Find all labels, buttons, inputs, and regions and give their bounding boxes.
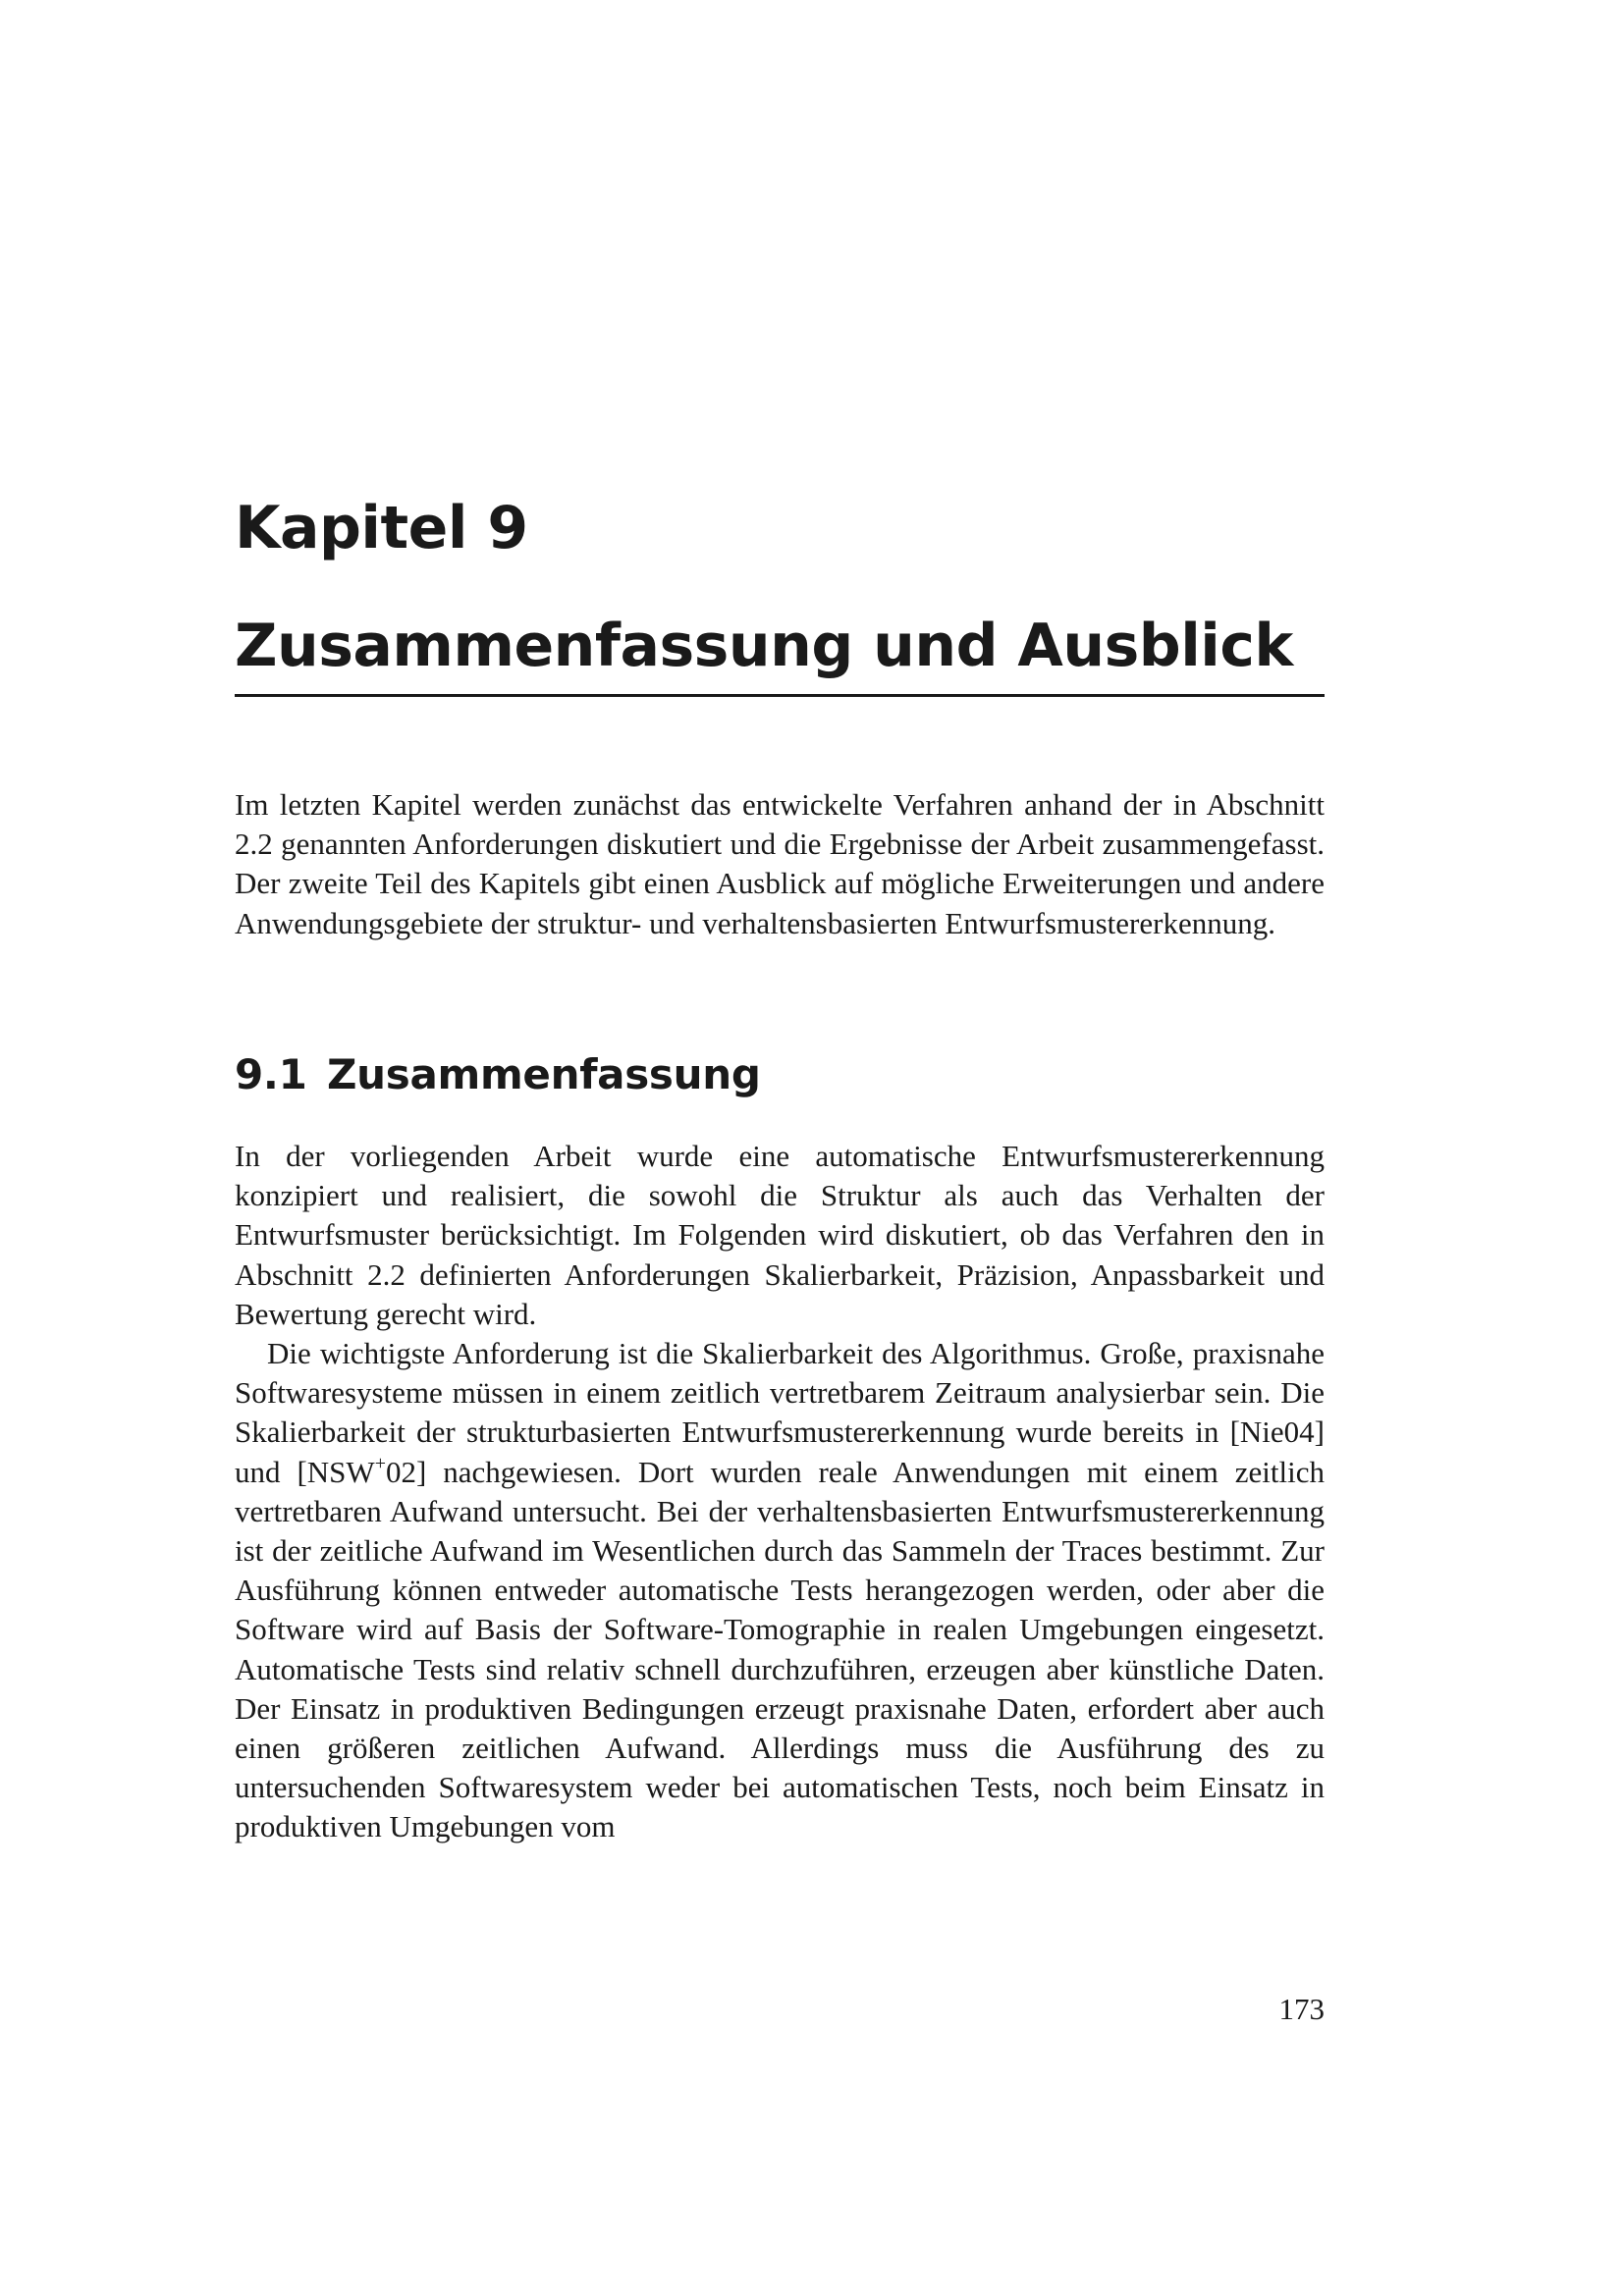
page-number: 173 bbox=[1278, 1992, 1325, 2026]
section-number: 9.1 bbox=[235, 1050, 307, 1098]
section-heading bbox=[235, 1045, 1325, 1104]
chapter-title: Zusammenfassung und Ausblick bbox=[235, 612, 1293, 680]
intro-paragraph: Im letzten Kapitel werden zunächst das entwickelte Verfahren anhand der in Abschnitt 2.2 genannten Anforderungen diskutiert und die Ergebnisse der Arbeit zusammengefasst. Der zweite Teil des Kapitels gibt einen Ausblick auf mögliche Erweiterungen und andere Anwendungsgebiete der struktur- und verhaltensbasierten Entwurfsmustererkennung. bbox=[235, 787, 1325, 940]
paragraph-2-text-a: Die wichtigste Anforderung ist die Skalierbarkeit des Algorithmus. Große, praxisnahe Softwaresysteme müssen in einem zeitlich vertretbarem Zeitraum analysierbar sein. Die Skalierbarkeit der strukturbasierten Entwurfsmustererkennung wurde bereits in [Nie04] und [NSW bbox=[235, 1336, 1325, 1489]
body-block-1 bbox=[235, 1137, 1325, 1334]
section-title: Zusammenfassung bbox=[327, 1050, 761, 1098]
body-paragraph-1: In der vorliegenden Arbeit wurde eine automatische Entwurfsmustererkennung konzipiert und realisiert, die sowohl die Struktur als auch das Verhalten der Entwurfsmuster berücksichtigt. Im Folgenden wird diskutiert, ob das Verfahren den in Abschnitt 2.2 definierten Anforderungen Skalierbarkeit, Präzision, Anpassbarkeit und Bewertung gerecht wird. bbox=[235, 1139, 1325, 1331]
intro-block bbox=[235, 785, 1325, 943]
citation-superscript: + bbox=[374, 1452, 386, 1474]
title-rule bbox=[235, 694, 1325, 697]
chapter-label: Kapitel 9 bbox=[235, 494, 528, 562]
body-block-2 bbox=[235, 1334, 1325, 1847]
body-paragraph-2 bbox=[235, 1334, 1325, 1847]
paragraph-2-text-b: 02] nachgewiesen. Dort wurden reale Anwendungen mit einem zeitlich vertretbaren Aufwand untersucht. Bei der verhaltensbasierten Entwurfsmustererkennung ist der zeitliche Aufwand im Wesentlichen durch das Sammeln der Traces bestimmt. Zur Ausführung können entweder automatische Tests herangezogen werden, oder aber die Software wird auf Basis der Software-Tomographie in realen Umgebungen eingesetzt. Automatische Tests sind relativ schnell durchzuführen, erzeugen aber künstliche Daten. Der Einsatz in produktiven Bedingungen erzeugt praxisnahe Daten, erfordert aber auch einen größeren zeitlichen Aufwand. Allerdings muss die Ausführung des zu untersuchenden Softwaresystem weder bei automatischen Tests, noch beim Einsatz in produktiven Umgebungen vom bbox=[235, 1454, 1325, 1844]
